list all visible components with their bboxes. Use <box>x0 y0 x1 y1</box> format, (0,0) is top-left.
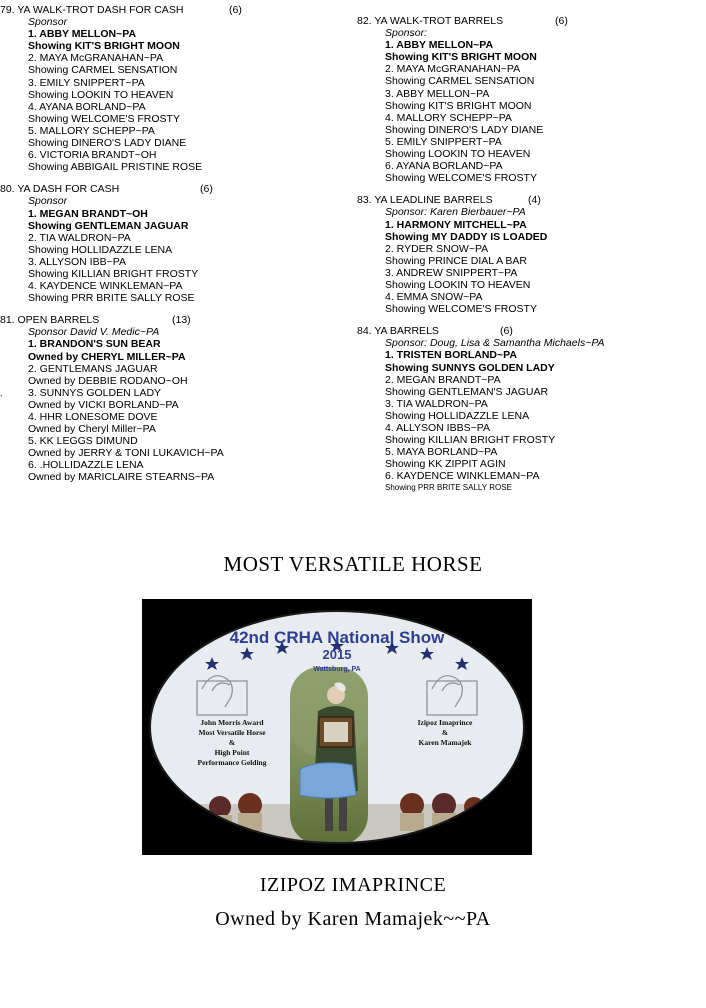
placing-line: Showing LOOKIN TO HEAVEN <box>385 148 531 161</box>
placing-line: Showing KILLIAN BRIGHT FROSTY <box>28 267 199 280</box>
placing-line: 2. MAYA McGRANAHAN~PA <box>385 63 521 76</box>
placing-line: Showing KILLIAN BRIGHT FROSTY <box>385 434 556 447</box>
placing-line: Owned by VICKI BORLAND~PA <box>28 398 179 411</box>
right-results-column <box>357 15 697 505</box>
placing-line: Showing CARMEL SENSATION <box>28 64 178 77</box>
placing-line: 3. EMILY SNIPPERT~PA <box>28 76 145 89</box>
banner-location: Wattsburg, PA <box>313 666 361 673</box>
placing-line: Showing KK ZIPPIT AGIN <box>385 458 506 471</box>
placing-line: 4. EMMA SNOW~PA <box>385 291 483 304</box>
entry-count: (13) <box>172 314 191 327</box>
event-header <box>357 15 697 27</box>
left-results-column <box>0 4 340 494</box>
sponsor-line: Sponsor David V. Medic~PA <box>28 326 160 339</box>
placing-line: 4. AYANA BORLAND~PA <box>28 100 146 113</box>
sponsor-line: Sponsor: Doug, Lisa & Samantha Michaels~PA <box>385 337 605 350</box>
award-left-line: John Morris Award <box>200 718 264 727</box>
placing-line: 6. KAYDENCE WINKLEMAN~PA <box>385 470 540 483</box>
placing-line: 4. HHR LONESOME DOVE <box>28 411 158 423</box>
placing-line: Owned by DEBBIE RODANO~OH <box>28 374 188 387</box>
placing-line: Showing LOOKIN TO HEAVEN <box>385 278 531 291</box>
placing-line: Showing HOLLIDAZZLE LENA <box>28 243 173 256</box>
placing-line: 3. ABBY MELLON~PA <box>385 87 490 100</box>
winner-horse: Showing MY DADDY IS LOADED <box>385 230 548 243</box>
placing-line: 3. TIA WALDRON~PA <box>385 397 488 410</box>
banner-year: 2015 <box>322 647 352 662</box>
placing-line: 5. MAYA BORLAND~PA <box>385 446 498 459</box>
placing-line: 5. MALLORY SCHEPP~PA <box>28 124 155 137</box>
stray-mark: ` <box>0 394 3 404</box>
placing-line: Showing PRR BRITE SALLY ROSE <box>385 483 512 493</box>
event-header <box>0 314 340 326</box>
event-81 <box>0 314 340 483</box>
placing-line: Showing CARMEL SENSATION <box>385 75 535 88</box>
award-left-line: & <box>228 738 236 747</box>
event-header <box>357 194 697 206</box>
placing-line: 2. RYDER SNOW~PA <box>385 242 489 255</box>
winner-rider: 1. TRISTEN BORLAND~PA <box>385 349 517 362</box>
winner-horse-name: IZIPOZ IMAPRINCE <box>259 874 447 896</box>
placing-line: Showing WELCOME'S FROSTY <box>385 172 537 185</box>
event-title: 81. OPEN BARRELS <box>0 314 100 327</box>
placing-line: 3. ANDREW SNIPPERT~PA <box>385 266 518 279</box>
placing-line: 6. VICTORIA BRANDT~OH <box>28 149 157 162</box>
winner-rider: 1. ABBY MELLON~PA <box>28 28 137 41</box>
award-right-line: Izipoz Imaprince <box>417 718 473 727</box>
placing-line: 4. MALLORY SCHEPP~PA <box>385 111 512 124</box>
award-banner-graphic <box>142 599 532 855</box>
placing-line: Showing WELCOME'S FROSTY <box>385 303 537 316</box>
prize-blanket <box>300 763 356 798</box>
section-title: MOST VERSATILE HORSE <box>223 552 483 576</box>
sponsor-line: Sponsor: <box>385 27 428 40</box>
placing-line: 2. MAYA McGRANAHAN~PA <box>28 52 164 65</box>
award-left-line: Most Versatile Horse <box>198 728 266 737</box>
winner-rider: 1. ABBY MELLON~PA <box>385 39 494 52</box>
winner-owner-line: Owned by Karen Mamajek~~PA <box>215 908 491 930</box>
winner-horse: Showing KIT'S BRIGHT MOON <box>385 51 537 64</box>
placing-line: Showing PRR BRITE SALLY ROSE <box>28 292 195 305</box>
placing-line: Showing PRINCE DIAL A BAR <box>385 254 528 267</box>
event-title: 83. YA LEADLINE BARRELS <box>357 194 493 207</box>
event-83 <box>357 194 697 315</box>
award-right-line: Karen Mamajek <box>418 738 472 747</box>
placing-line: Showing HOLLIDAZZLE LENA <box>385 409 530 422</box>
winner-horse: 1. BRANDON'S SUN BEAR <box>28 338 161 351</box>
placing-line: Showing DINERO'S LADY DIANE <box>385 123 544 136</box>
entry-count: (6) <box>229 4 242 16</box>
placing-line: 6. AYANA BORLAND~PA <box>385 160 503 173</box>
placing-line: 5. EMILY SNIPPERT~PA <box>385 135 502 148</box>
event-header <box>357 325 697 337</box>
event-title: 80. YA DASH FOR CASH <box>0 183 120 196</box>
placing-line: Owned by MARICLAIRE STEARNS~PA <box>28 471 215 484</box>
placing-line: Showing ABBIGAIL PRISTINE ROSE <box>28 161 203 174</box>
award-left-line: High Point <box>214 748 250 757</box>
placing-line: Showing LOOKIN TO HEAVEN <box>28 88 174 101</box>
award-left-line: Performance Gelding <box>197 758 267 767</box>
event-80 <box>0 183 340 304</box>
placing-line: Showing GENTLEMAN'S JAGUAR <box>385 385 549 398</box>
event-header <box>0 183 340 195</box>
placing-line: 5. KK LEGGS DIMUND <box>28 435 138 448</box>
sponsor-line: Sponsor <box>28 195 68 208</box>
plaque-face <box>324 722 348 742</box>
winner-horse: Showing KIT'S BRIGHT MOON <box>28 40 180 53</box>
entry-count: (4) <box>528 194 541 207</box>
event-82 <box>357 15 697 184</box>
winner-horse: Showing SUNNYS GOLDEN LADY <box>385 361 555 374</box>
award-photo <box>142 599 532 855</box>
event-79 <box>0 4 340 173</box>
placing-line: Showing WELCOME'S FROSTY <box>28 112 180 125</box>
sponsor-line: Sponsor: Karen Bierbauer~PA <box>385 206 526 219</box>
placing-line: 3. ALLYSON IBB~PA <box>28 255 126 268</box>
winner-rider: 1. MEGAN BRANDT~OH <box>28 207 148 220</box>
placing-line: 4. ALLYSON IBBS~PA <box>385 422 490 434</box>
event-title: 82. YA WALK-TROT BARRELS <box>357 15 504 27</box>
event-header <box>0 4 340 16</box>
event-84 <box>357 325 697 494</box>
winner-owner: Owned by CHERYL MILLER~PA <box>28 350 186 363</box>
sponsor-line: Sponsor <box>28 16 68 29</box>
placing-line: Showing KIT'S BRIGHT MOON <box>385 99 532 112</box>
entry-count: (6) <box>500 325 513 338</box>
placing-line: 2. MEGAN BRANDT~PA <box>385 373 501 386</box>
banner-show-name: 42nd CRHA National Show <box>229 628 445 647</box>
entry-count: (6) <box>555 15 568 27</box>
winner-rider: 1. HARMONY MITCHELL~PA <box>385 218 527 231</box>
placing-line: 2. TIA WALDRON~PA <box>28 231 131 244</box>
entry-count: (6) <box>200 183 213 196</box>
event-title: 84. YA BARRELS <box>357 325 439 338</box>
placing-line: 2. GENTLEMANS JAGUAR <box>28 362 158 375</box>
placing-line: 6. .HOLLIDAZZLE LENA <box>28 459 144 472</box>
placing-line: Showing DINERO'S LADY DIANE <box>28 137 187 150</box>
placing-line: Owned by JERRY & TONI LUKAVICH~PA <box>28 447 224 460</box>
placing-line: 3. SUNNYS GOLDEN LADY <box>28 386 162 399</box>
award-right-line: & <box>441 728 449 737</box>
placing-line: 4. KAYDENCE WINKLEMAN~PA <box>28 280 183 293</box>
placing-line: Owned by Cheryl Miller~PA <box>28 423 156 436</box>
winner-horse: Showing GENTLEMAN JAGUAR <box>28 219 189 232</box>
event-title: 79. YA WALK-TROT DASH FOR CASH <box>0 4 184 16</box>
